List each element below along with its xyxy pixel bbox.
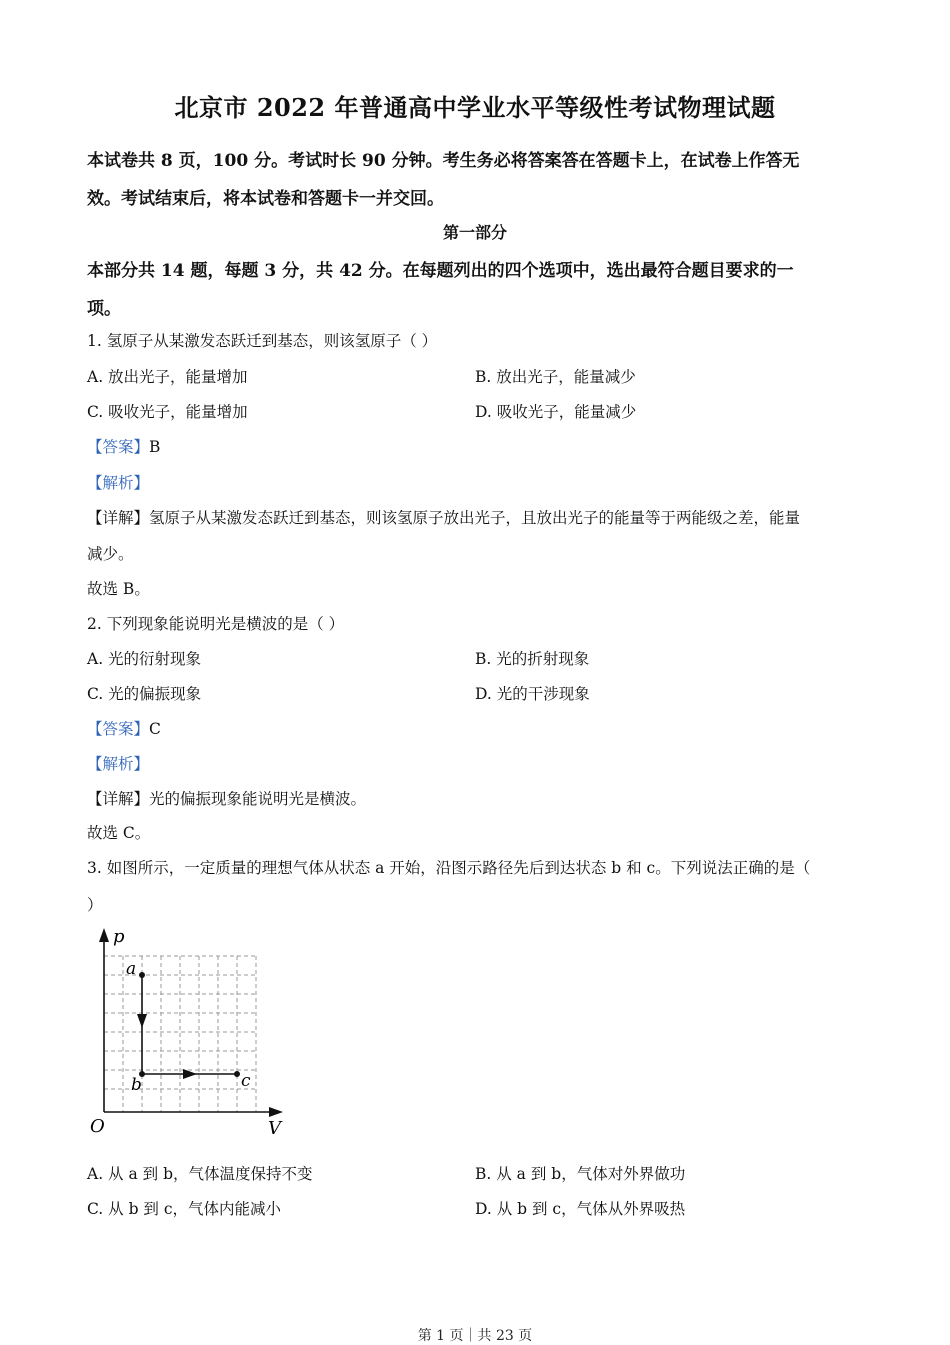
pv-label-c: c [241, 1071, 251, 1091]
page-title: 北京市 2022 年普通高中学业水平等级性考试物理试题 [174, 93, 776, 122]
section-desc-line-2: 项。 [87, 299, 121, 319]
q1-detail-text-1: 氢原子从某激发态跃迁到基态，则该氢原子放出光子，且放出光子的能量等于两能级之差，能量 [149, 509, 801, 527]
q1-option-a: A. 放出光子，能量增加 [87, 368, 248, 386]
section-desc-line-1: 本部分共 14 题，每题 3 分，共 42 分。在每题列出的四个选项中，选出最符合题目要求的一 [87, 261, 794, 281]
pv-grid [104, 956, 256, 1112]
q3-option-c: C. 从 b 到 c，气体内能减小 [87, 1200, 282, 1218]
q2-answer: C [149, 720, 161, 738]
q1-answer-line [87, 435, 160, 457]
intro-line-2: 效。考试结束后，将本试卷和答题卡一并交回。 [87, 189, 444, 209]
q2-analysis-tag: 【解析】 [87, 755, 150, 773]
pv-diagram [85, 922, 295, 1142]
pv-x-label: V [268, 1118, 281, 1139]
pv-point-c [234, 1071, 240, 1077]
pv-origin-label: O [90, 1116, 105, 1137]
q2-detail-tag: 【详解】 [87, 790, 150, 808]
q2-detail-text: 光的偏振现象能说明光是横波。 [149, 790, 367, 808]
q2-detail-line [87, 787, 366, 809]
pv-point-a [139, 972, 145, 978]
pv-label-a: a [126, 959, 137, 979]
q1-conclusion: 故选 B。 [87, 580, 150, 598]
q1-answer: B [149, 438, 161, 456]
q2-answer-tag: 【答案】 [87, 720, 150, 738]
q1-answer-tag: 【答案】 [87, 438, 150, 456]
q2-answer-line [87, 717, 161, 739]
pv-y-label: p [113, 926, 125, 947]
q1-detail-tag: 【详解】 [87, 509, 150, 527]
q3-stem-line-2: ） [87, 896, 103, 914]
q2-option-b: B. 光的折射现象 [475, 650, 590, 668]
q1-detail-line-1 [87, 506, 800, 528]
q3-option-a: A. 从 a 到 b，气体温度保持不变 [87, 1165, 313, 1183]
q2-conclusion: 故选 C。 [87, 824, 151, 842]
section-title: 第一部分 [442, 223, 507, 242]
pv-label-b: b [131, 1075, 142, 1095]
pv-path [137, 975, 237, 1079]
page-footer: 第 1 页｜共 23 页 [417, 1328, 533, 1344]
q3-option-d: D. 从 b 到 c，气体从外界吸热 [475, 1200, 686, 1218]
q1-option-d: D. 吸收光子，能量减少 [475, 403, 637, 421]
q3-option-b: B. 从 a 到 b，气体对外界做功 [475, 1165, 686, 1183]
q3-stem-line-1: 3. 如图所示，一定质量的理想气体从状态 a 开始，沿图示路径先后到达状态 b 和 c。下列说法正确的是（ [87, 859, 811, 877]
intro-line-1: 本试卷共 8 页，100 分。考试时长 90 分钟。考生务必将答案答在答题卡上，在试卷上作答无 [87, 151, 800, 171]
q2-option-d: D. 光的干涉现象 [475, 685, 590, 703]
q1-analysis-tag: 【解析】 [87, 474, 150, 492]
q1-option-c: C. 吸收光子，能量增加 [87, 403, 248, 421]
q2-option-a: A. 光的衍射现象 [87, 650, 202, 668]
q1-option-b: B. 放出光子，能量减少 [475, 368, 636, 386]
q2-option-c: C. 光的偏振现象 [87, 685, 202, 703]
q1-stem: 1. 氢原子从某激发态跃迁到基态，则该氢原子（ ） [87, 332, 438, 350]
q2-stem: 2. 下列现象能说明光是横波的是（ ） [87, 615, 345, 633]
q1-detail-line-2: 减少。 [87, 545, 134, 563]
